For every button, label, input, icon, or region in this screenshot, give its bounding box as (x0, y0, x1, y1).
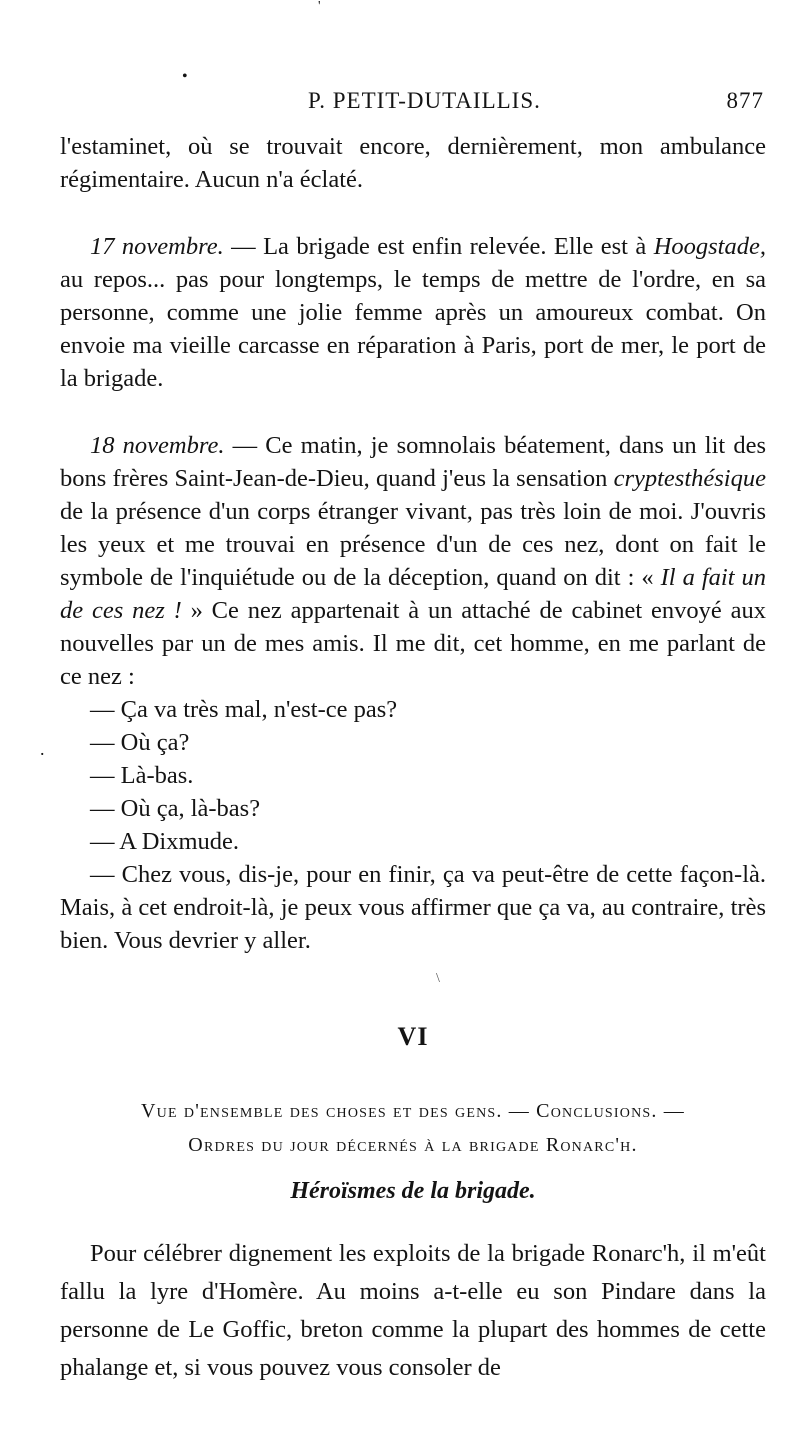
stray-tick-mark: \ (436, 971, 440, 986)
dialogue-line: — Là-bas. (90, 762, 194, 789)
dialogue-line: — A Dixmude. (90, 828, 240, 855)
stray-dot-mark: • (182, 68, 188, 85)
stray-tick-mark: ' (318, 0, 321, 14)
summary-line: Ordres du jour décernés à la brigade Ronarc'h. (188, 1134, 638, 1156)
stray-dot-mark: . (40, 739, 45, 759)
closing-paragraph: Pour célébrer dignement les exploits de la brigade Ronarc'h, il m'eût fallu la lyre d'Homère. Au moins a-t-elle eu son Pindare dans la personne de Le Goffic, breton comme la plupart des hommes de cette phalange et, si vous pouvez vous consoler de (60, 1240, 766, 1381)
paragraph-text: de la présence d'un corps étranger vivant, pas très loin de moi. J'ouvris les yeux et me trouvai en présence d'un de ces nez, dont on fait le symbole de l'inquiétude ou de la déception, quand on dit : « (60, 498, 766, 591)
dialogue-line: — Ça va très mal, n'est-ce pas? (90, 696, 398, 723)
paragraph-18-novembre (60, 429, 766, 693)
dialogue-line: — Chez vous, dis-je, pour en finir, ça va peut-être de cette façon-là. Mais, à cet endroit-là, je peux vous affirmer que ça va, au contraire, très bien. Vous devrier y aller. (60, 861, 766, 954)
summary-line: Vue d'ensemble des choses et des gens. — Conclusions. — (141, 1100, 685, 1122)
quoted-expression: Il a fait un de ces nez ! (60, 564, 766, 624)
paragraph-continuation: l'estaminet, où se trouvait encore, dernièrement, mon ambulance régimentaire. Aucun n'a éclaté. (60, 133, 766, 193)
paragraph-17-novembre (60, 230, 766, 395)
chapter-summary (60, 1094, 766, 1162)
page-number: 877 (726, 88, 764, 113)
chapter-number: VI (397, 1022, 429, 1051)
place-hoogstade: Hoogstade, (653, 233, 766, 260)
closing-text (60, 1235, 766, 1387)
section-subheading: Héroïsmes de la brigade. (290, 1178, 536, 1204)
paragraph-text: au repos... pas pour longtemps, le temps de mettre de l'ordre, en sa personne, comme une jolie femme après un amoureux combat. On envoie ma vieille carcasse en réparation à Paris, port de mer, le port de la brigade. (60, 266, 766, 392)
paragraph-text: — Ce matin, je somnolais béatement, dans un lit des bons frères Saint-Jean-de-Dieu, quand j'eus la sensation (60, 432, 766, 492)
date-17-novembre: 17 novembre. (90, 233, 224, 260)
term-cryptesthesique: cryptesthésique (613, 465, 766, 492)
dialogue-line: — Où ça, là-bas? (90, 795, 261, 822)
paragraph-text: » Ce nez appartenait à un attaché de cabinet envoyé aux nouvelles par un de mes amis. Il me dit, cet homme, en me parlant de ce nez : (60, 597, 766, 690)
dialogue-line: — Où ça? (90, 729, 190, 756)
paragraph-text: — La brigade est enfin relevée. Elle est à (223, 233, 654, 260)
running-title: P. PETIT-DUTAILLIS. (308, 88, 541, 113)
date-18-novembre: 18 novembre. (90, 432, 225, 459)
main-text (60, 130, 766, 957)
running-header (60, 82, 766, 118)
